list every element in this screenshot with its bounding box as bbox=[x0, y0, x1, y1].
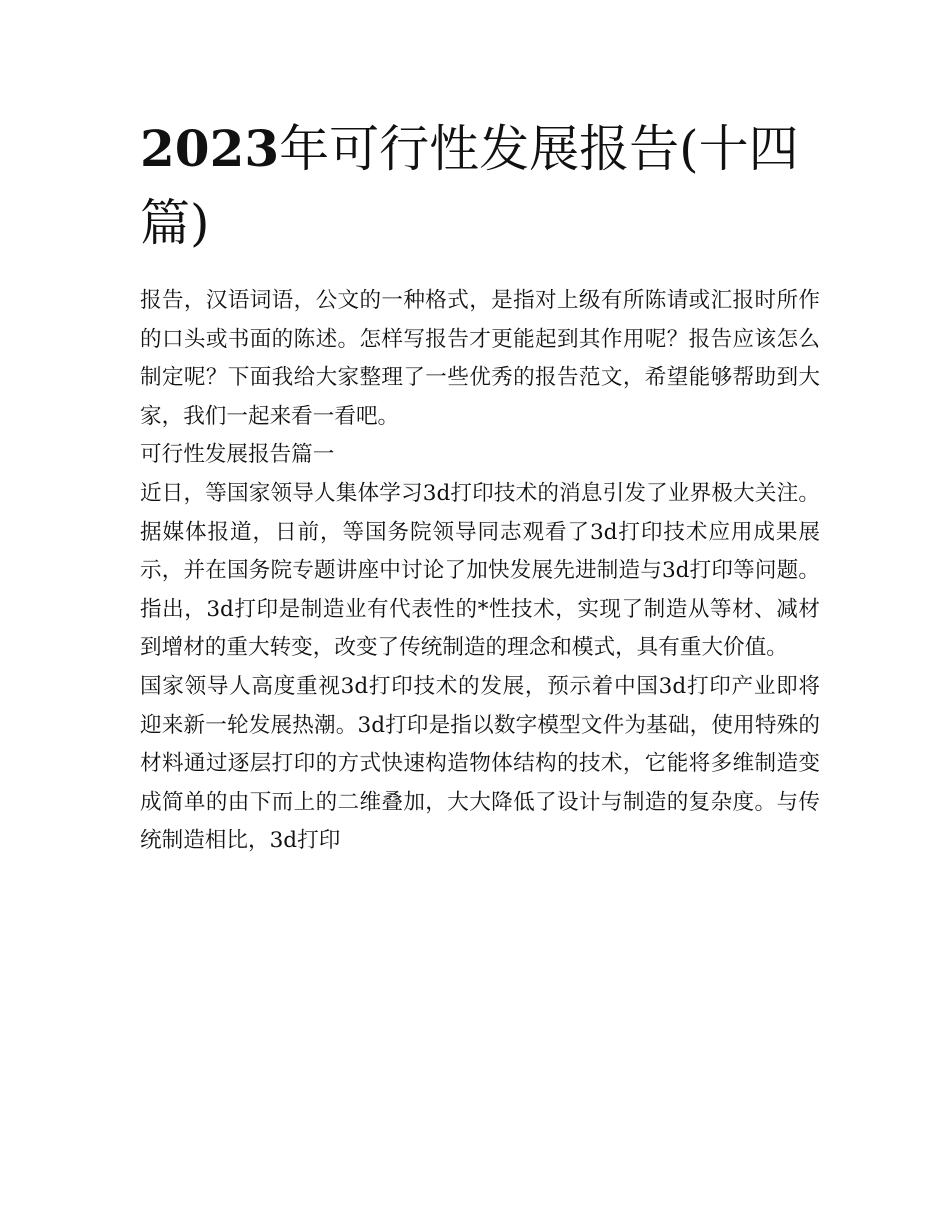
document-body bbox=[140, 282, 820, 861]
title-text: 年可行性发展报告(十四篇) bbox=[140, 120, 799, 252]
section-heading: 可行性发展报告篇一 bbox=[140, 442, 335, 468]
intro-paragraph: 报告，汉语词语，公文的一种格式，是指对上级有所陈请或汇报时所作的口头或书面的陈述。怎样写报告才更能起到其作用呢？报告应该怎么制定呢？下面我给大家整理了一些优秀的报告范文，希望能够帮助到大家，我们一起来看一看吧。 bbox=[140, 288, 820, 429]
body-paragraph: 近日，等国家领导人集体学习3d打印技术的消息引发了业界极大关注。据媒体报道，日前，等国务院领导同志观看了3d打印技术应用成果展示，并在国务院专题讲座中讨论了加快发展先进制造与3d打印等问题。指出，3d打印是制造业有代表性的*性技术，实现了制造从等材、减材到增材的重大转变，改变了传统制造的理念和模式，具有重大价值。 bbox=[140, 480, 820, 661]
body-paragraph: 国家领导人高度重视3d打印技术的发展，预示着中国3d打印产业即将迎来新一轮发展热潮。3d打印是指以数字模型文件为基础，使用特殊的材料通过逐层打印的方式快速构造物体结构的技术，它能将多维制造变成简单的由下而上的二维叠加，大大降低了设计与制造的复杂度。与传统制造相比，3d打印 bbox=[140, 673, 820, 854]
title-year: 2023 bbox=[140, 119, 280, 178]
document-title bbox=[140, 112, 820, 260]
